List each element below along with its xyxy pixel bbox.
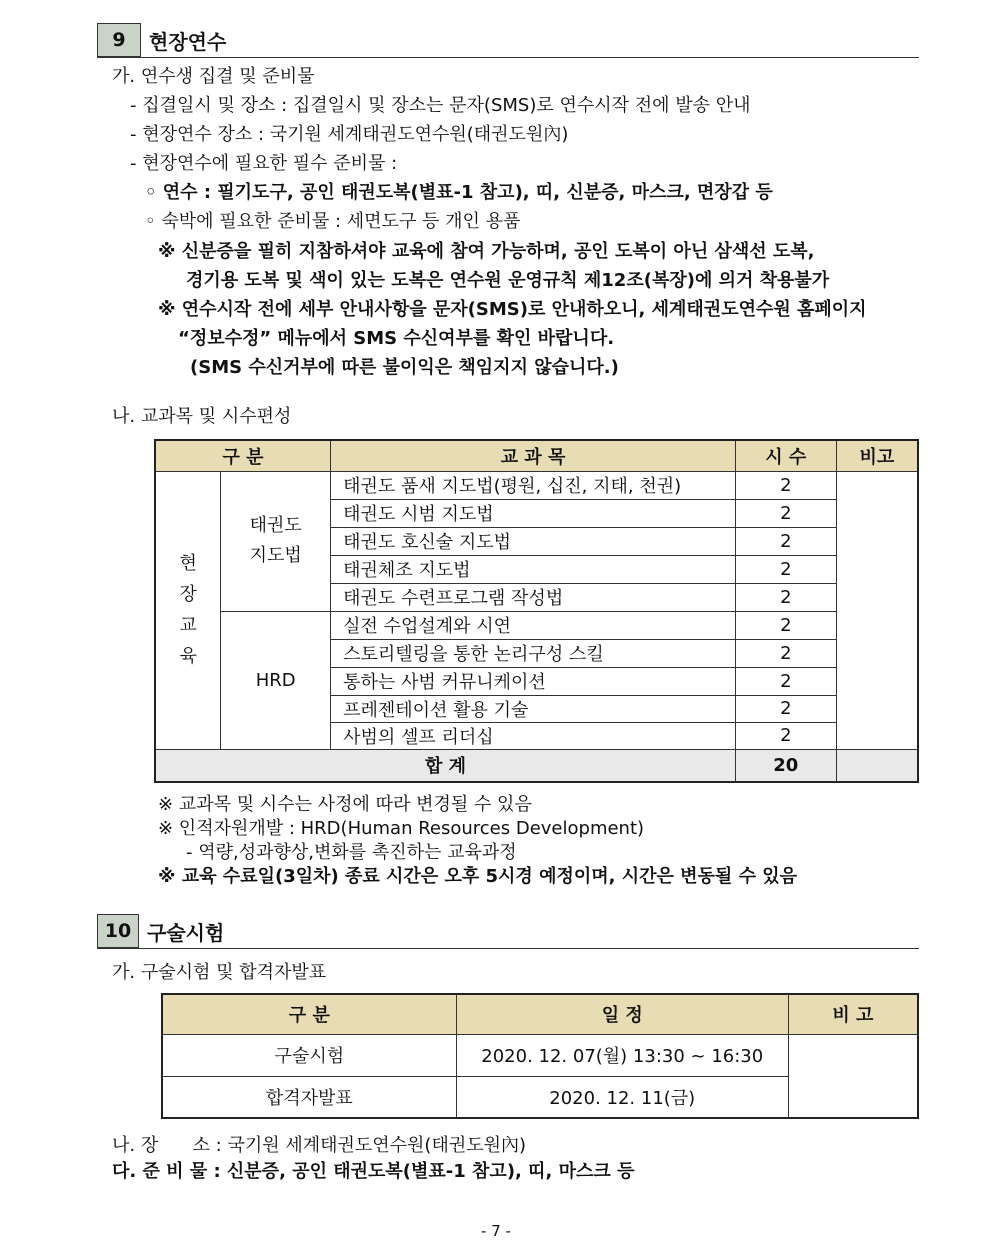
group-field-education: [155, 471, 221, 749]
note-id-required: ※ 신분증을 필히 지참하셔야 교육에 참여 가능하며, 공인 도복이 아닌 삼색선 도복,: [158, 241, 815, 262]
exam-venue: 나. 장 소 : 국기원 세계태권도연수원(태권도원內): [112, 1135, 527, 1156]
section-9-header: [97, 23, 919, 58]
header-category: 구 분: [155, 440, 331, 471]
row-hours: 2: [735, 555, 836, 583]
table-row: 실전 수업설계와 시연: [331, 611, 736, 639]
venue-info: - 현장연수 장소 : 국기원 세계태권도연수원(태권도원內): [130, 124, 569, 145]
note-sms: ※ 연수시작 전에 세부 안내사항을 문자(SMS)로 안내하오니, 세계태권도연수원 홈페이지: [158, 299, 867, 320]
row-hours: 2: [735, 667, 836, 695]
row-hours: 2: [735, 583, 836, 611]
required-items-label: - 현장연수에 필요한 필수 준비물 :: [130, 153, 398, 174]
note-hrd-course: - 역량,성과향상,변화를 촉진하는 교육과정: [186, 842, 517, 863]
group-taekwondo-teaching: [221, 471, 331, 611]
note-dress-rule: 경기용 도복 및 색이 있는 도복은 연수원 운영규칙 제12조(복장)에 의거 착용불가: [186, 270, 830, 291]
section-10-header: [97, 914, 919, 949]
row-hours: 2: [735, 471, 836, 499]
section-number: 9: [97, 23, 141, 57]
table-row: 사범의 셀프 리더십: [331, 722, 736, 749]
row-hours: 2: [735, 499, 836, 527]
group-field-label: 현 장 교 육: [179, 553, 197, 667]
section-title: 현장연수: [149, 30, 227, 54]
table-row: 태권체조 지도법: [331, 555, 736, 583]
curriculum-table: [154, 439, 919, 783]
remarks-cell: [788, 1034, 918, 1118]
table-row: 태권도 호신술 지도법: [331, 527, 736, 555]
note-sms-check: “정보수정” 메뉴에서 SMS 수신여부를 확인 바랍니다.: [178, 328, 615, 349]
section-number: 10: [97, 914, 139, 948]
row-hours: 2: [735, 722, 836, 749]
header-remarks: 비고: [836, 440, 918, 471]
header-remarks: 비 고: [788, 994, 918, 1034]
note-subject-change: ※ 교과목 및 시수는 사정에 따라 변경될 수 있음: [158, 794, 532, 815]
subsection-a-title: 가. 연수생 집결 및 준비물: [112, 66, 315, 87]
gathering-info: - 집결일시 및 장소 : 집결일시 및 장소는 문자(SMS)로 연수시작 전에 발송 안내: [130, 95, 751, 116]
exam-name: 구술시험: [162, 1034, 456, 1076]
row-hours: 2: [735, 527, 836, 555]
table-row: 프레젠테이션 활용 기술: [331, 695, 736, 722]
total-label: 합 계: [155, 749, 735, 782]
announce-name: 합격자발표: [162, 1076, 456, 1118]
note-sms-refusal: (SMS 수신거부에 따른 불이익은 책임지지 않습니다.): [190, 357, 619, 378]
group-taekwondo-label: 태권도 지도법: [249, 515, 302, 566]
note-hrd-definition: ※ 인적자원개발 : HRD(Human Resources Development): [158, 818, 645, 839]
header-subject: 교 과 목: [331, 440, 736, 471]
header-category: 구 분: [162, 994, 456, 1034]
row-hours: 2: [735, 639, 836, 667]
table-row: 태권도 수련프로그램 작성법: [331, 583, 736, 611]
oral-exam-table: [161, 993, 919, 1119]
table-row: 스토리텔링을 통한 논리구성 스킬: [331, 639, 736, 667]
group-hrd: HRD: [221, 611, 331, 749]
subsection-a-title: 가. 구술시험 및 합격자발표: [112, 962, 327, 983]
total-remarks: [836, 749, 918, 782]
header-hours: 시 수: [735, 440, 836, 471]
training-items: ◦ 연수 : 필기도구, 공인 태권도복(별표-1 참고), 띠, 신분증, 마스크, 면장갑 등: [145, 182, 773, 203]
header-schedule: 일 정: [456, 994, 788, 1034]
announce-date: 2020. 12. 11(금): [456, 1076, 788, 1118]
note-completion-time: ※ 교육 수료일(3일차) 종료 시간은 오후 5시경 예정이며, 시간은 변동될 수 있음: [158, 866, 798, 887]
exam-date: 2020. 12. 07(월) 13:30 ~ 16:30: [456, 1034, 788, 1076]
table-row: 태권도 품새 지도법(평원, 십진, 지태, 천권): [331, 471, 736, 499]
table-row: 태권도 시범 지도법: [331, 499, 736, 527]
lodging-items: ◦ 숙박에 필요한 준비물 : 세면도구 등 개인 용품: [145, 211, 521, 232]
table-row: 통하는 사범 커뮤니케이션: [331, 667, 736, 695]
exam-items: 다. 준 비 물 : 신분증, 공인 태권도복(별표-1 참고), 띠, 마스크 등: [112, 1161, 635, 1182]
subsection-b-title: 나. 교과목 및 시수편성: [112, 406, 292, 427]
total-hours: 20: [735, 749, 836, 782]
section-title: 구술시험: [147, 921, 225, 945]
row-hours: 2: [735, 695, 836, 722]
row-hours: 2: [735, 611, 836, 639]
page-number: - 7 -: [481, 1222, 511, 1240]
remarks-cell: [836, 471, 918, 749]
